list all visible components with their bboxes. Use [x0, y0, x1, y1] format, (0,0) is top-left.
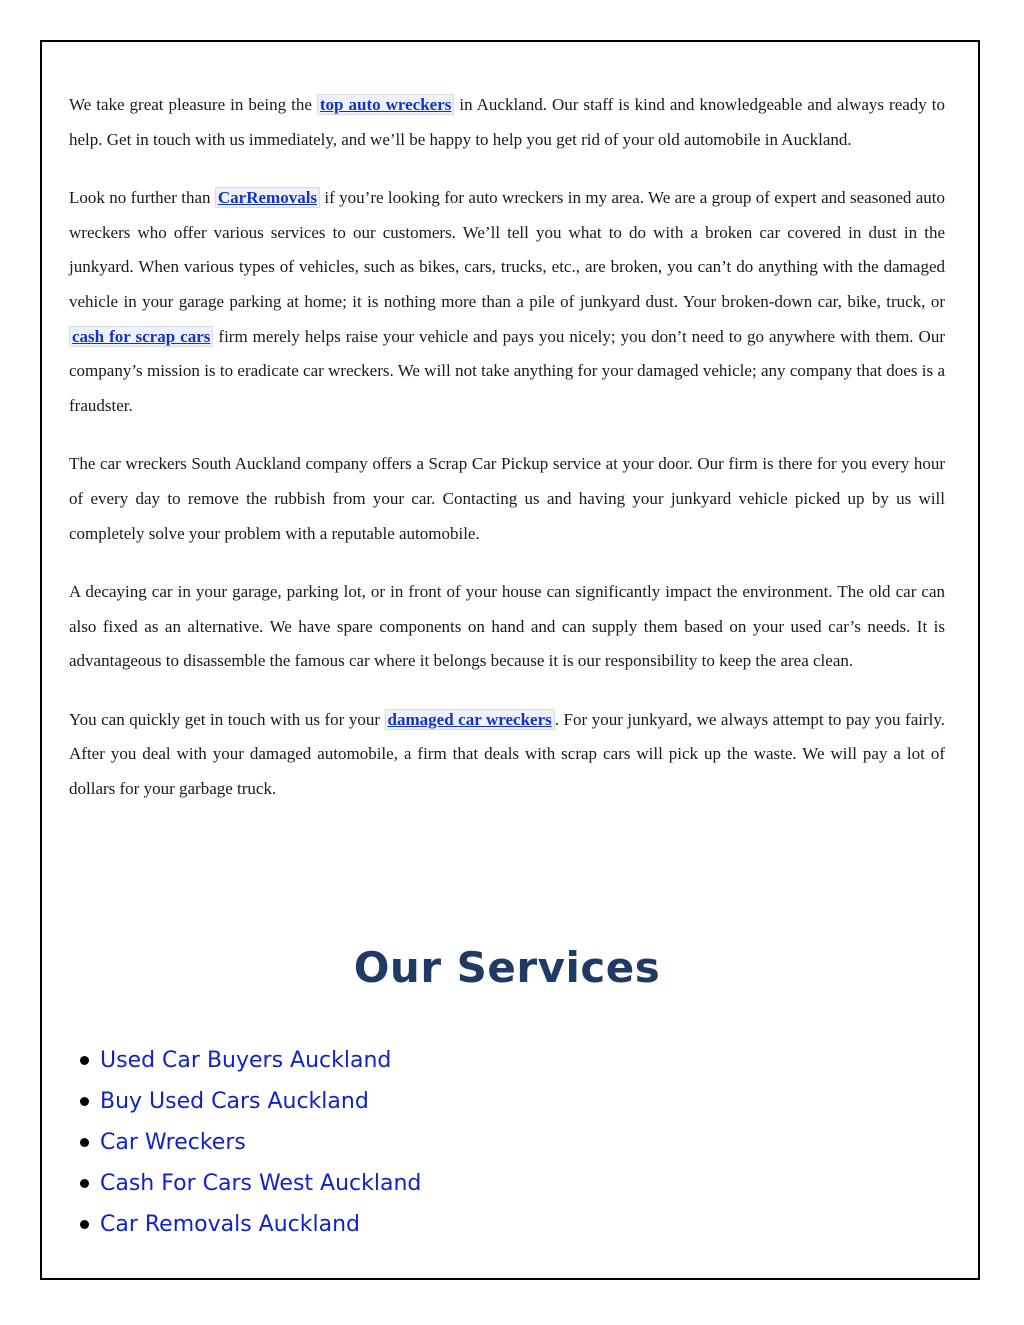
- service-item-car-wreckers[interactable]: [76, 1122, 421, 1163]
- paragraph-5: [69, 703, 945, 807]
- service-item-used-car-buyers[interactable]: [76, 1040, 421, 1081]
- service-item-buy-used-cars[interactable]: [76, 1081, 421, 1122]
- paragraph-2-text-c: firm merely helps raise your vehicle and pays you nicely; you don’t need to go anywhere with them. Our company’s mission is to eradicate car wreckers. We will not take anything for your damaged vehicle; any company that does is a fraudster.: [69, 326, 945, 416]
- service-item-cash-for-cars[interactable]: [76, 1163, 421, 1204]
- paragraph-1-text-a: We take great pleasure in being the: [69, 95, 317, 114]
- paragraph-5-text-a: You can quickly get in touch with us for your: [69, 709, 385, 729]
- service-label: Buy Used Cars Auckland: [100, 1089, 369, 1114]
- cash-for-scrap-cars-link[interactable]: cash for scrap cars: [69, 326, 213, 347]
- bullet-icon: [80, 1097, 89, 1106]
- paragraph-2-text-a: Look no further than: [69, 187, 215, 207]
- service-label: Car Wreckers: [100, 1130, 246, 1155]
- paragraph-3: The car wreckers South Auckland company offers a Scrap Car Pickup service at your door. Our firm is there for you every hour of every day to remove the rubbish from your car. Contacting us and having your junkyard vehicle picked up by us will completely solve your problem with a reputable automobile.: [69, 454, 945, 543]
- bullet-icon: [80, 1179, 89, 1188]
- services-heading: Our Services: [353, 943, 661, 992]
- service-item-car-removals[interactable]: [76, 1204, 421, 1245]
- services-list: [76, 1040, 421, 1245]
- damaged-car-wreckers-link[interactable]: damaged car wreckers: [385, 709, 555, 730]
- service-label: Used Car Buyers Auckland: [100, 1048, 392, 1073]
- carremovals-link[interactable]: CarRemovals: [215, 187, 320, 208]
- service-label: Cash For Cars West Auckland: [100, 1171, 422, 1196]
- paragraph-1-text-b: in Auckland. Our staff is kind and knowledgeable and always ready to help. Get in touch with us immediately, and we’ll be happy to help you get rid of your old automobile in Auckland.: [69, 95, 946, 149]
- body-text: [69, 88, 945, 830]
- paragraph-1: [69, 88, 945, 157]
- paragraph-4: A decaying car in your garage, parking lot, or in front of your house can significantly impact the environment. The old car can also fixed as an alternative. We have spare components on hand and can supply them based on your used car’s needs. It is advantageous to disassemble the famous car where it belongs because it is our responsibility to keep the area clean.: [69, 581, 945, 671]
- paragraph-2: [69, 181, 945, 424]
- paragraph-5-text-b: . For your junkyard, we always attempt to pay you fairly. After you deal with your damaged automobile, a firm that deals with scrap cars will pick up the waste. We will pay a lot of dollars for your garbage truck.: [69, 709, 945, 798]
- paragraph-2-text-b: if you’re looking for auto wreckers in my area. We are a group of expert and seasoned auto wreckers who offer various services to our customers. We’ll tell you what to do with a broken car covered in dust in the junkyard. When various types of vehicles, such as bikes, cars, trucks, etc., are broken, you can’t do anything with the damaged vehicle in your garage parking at home; it is nothing more than a pile of junkyard dust. Your broken-down car, bike, truck, or: [69, 187, 946, 312]
- top-auto-wreckers-link[interactable]: top auto wreckers: [317, 94, 455, 115]
- bullet-icon: [80, 1138, 89, 1147]
- service-label: Car Removals Auckland: [100, 1212, 361, 1237]
- bullet-icon: [80, 1220, 89, 1229]
- bullet-icon: [80, 1056, 89, 1065]
